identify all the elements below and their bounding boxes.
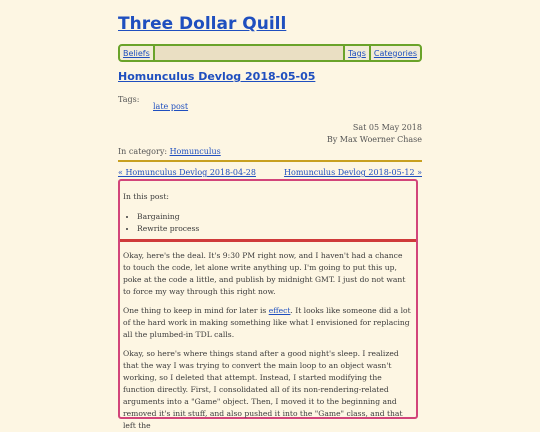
nav-item-beliefs[interactable] (120, 46, 153, 60)
nav-item-categories[interactable] (371, 46, 420, 60)
category-link[interactable]: Homunculus (169, 147, 221, 156)
header-divider (118, 160, 422, 162)
tag-link[interactable]: late post (153, 102, 189, 111)
tags-label: Tags: (118, 95, 140, 104)
nav-link-tags[interactable]: Tags (348, 48, 366, 58)
toc-divider (120, 239, 416, 242)
nav-link-categories[interactable]: Categories (373, 48, 417, 58)
paragraph-1: Okay, here's the deal. It's 9:30 PM right now, and I haven't had a chance to touch the code, let alone write anything up. I'm going to put this up, poke at the code a little, and publish by midnight GMT. I just do not want to force my way through this right now. (123, 251, 406, 296)
paragraph-2-text-a: One thing to keep in mind for later is (123, 306, 269, 315)
paragraph-3: Okay, so here's where things stand after a good night's sleep. I realized that the way I was trying to convert the main loop to an object wasn't working, so I deleted that attempt. Instead, I started modifying the function directly. First, I consolidated all of its non-rendering-related arguments into a "Game" object. Then, I moved it to the beginning and removed it's init stuff, and also pushed it into the "Game" class, and that left the (123, 349, 403, 430)
nav-bar (118, 44, 422, 62)
nav-spacer (155, 46, 343, 60)
toc-title: In this post: (123, 192, 169, 201)
toc-item: • Bargaining (137, 211, 412, 223)
paragraph-2 (123, 305, 412, 341)
post-content (118, 179, 418, 430)
post-date: Sat 05 May 2018 (352, 123, 422, 132)
nav-item-tags[interactable] (345, 46, 369, 60)
toc-item: • Rewrite process (137, 223, 412, 235)
category-line (118, 147, 221, 156)
paragraph-2-text-b: . It looks like someone did a lot of the hard work in making something like what I envisioned for replacing all the plumbed-in TDL calls. (123, 306, 411, 339)
effect-link[interactable]: effect (268, 306, 291, 315)
category-label: In category: (118, 147, 168, 156)
post-title-link[interactable]: Homunculus Devlog 2018-05-05 (118, 70, 316, 83)
site-title-link[interactable]: Three Dollar Quill (118, 14, 287, 34)
toc-list (123, 211, 412, 235)
nav-link-beliefs[interactable]: Beliefs (123, 48, 150, 58)
prev-post-link[interactable]: « Homunculus Devlog 2018-04-28 (118, 168, 256, 177)
post-author: By Max Woerner Chase (326, 135, 422, 144)
next-post-link[interactable]: Homunculus Devlog 2018-05-12 » (284, 168, 422, 177)
